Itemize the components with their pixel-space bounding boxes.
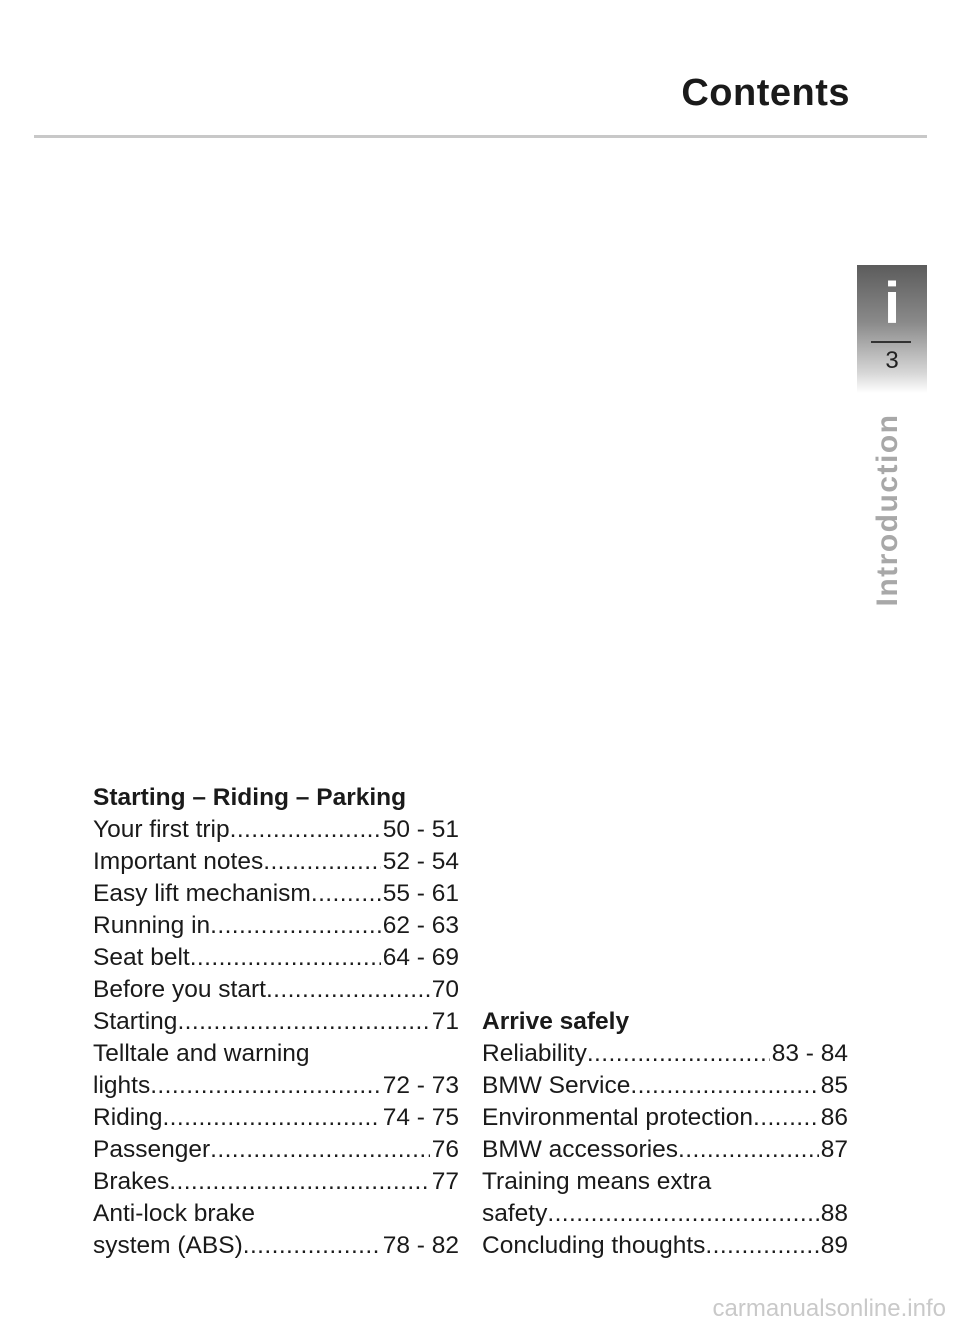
toc-entry-label: Your first trip: [93, 816, 230, 843]
leader-dots: [705, 1230, 818, 1262]
toc-entry-pages: 77: [431, 1168, 459, 1195]
toc-entry-pages: 55 - 61: [382, 880, 459, 907]
toc-entry-label: BMW Service: [482, 1072, 631, 1099]
leader-dots: [678, 1134, 819, 1166]
toc-entry-label: BMW accessories: [482, 1136, 679, 1163]
leader-dots: [190, 942, 381, 974]
toc-entry-label: lights: [93, 1072, 151, 1099]
toc-entry[interactable]: [482, 1230, 848, 1262]
toc-entry[interactable]: [482, 1102, 848, 1134]
toc-entry-pages: 86: [820, 1104, 848, 1131]
toc-entry-pages: 62 - 63: [382, 912, 459, 939]
toc-entry-label-line1: Anti-lock brake: [93, 1200, 256, 1227]
toc-entry-label-line1: Training means extra: [482, 1168, 712, 1195]
toc-entry-label: Running in: [93, 912, 211, 939]
toc-entry-label: Reliability: [482, 1040, 587, 1067]
toc-entry-pages: 87: [820, 1136, 848, 1163]
toc-entry-label: Passenger: [93, 1136, 211, 1163]
toc-entry[interactable]: [93, 1134, 459, 1166]
toc-entry-pages: 89: [820, 1232, 848, 1259]
toc-entry[interactable]: [93, 846, 459, 878]
toc-entry[interactable]: [482, 1198, 848, 1230]
toc-entry-label: safety: [482, 1200, 548, 1227]
toc-entry[interactable]: [93, 878, 459, 910]
leader-dots: [587, 1038, 770, 1070]
toc-entry-pages: 70: [431, 976, 459, 1003]
toc-entry-label: Starting: [93, 1008, 178, 1035]
toc-entry-label-line1: Telltale and warning: [93, 1040, 310, 1067]
section-label: Introduction: [871, 413, 904, 607]
toc-entry-pages: 72 - 73: [382, 1072, 459, 1099]
toc-entry[interactable]: [482, 1038, 848, 1070]
toc-entry-pages: 88: [820, 1200, 848, 1227]
toc-entry[interactable]: [482, 1134, 848, 1166]
leader-dots: [266, 974, 430, 1006]
toc-entry-label: Concluding thoughts: [482, 1232, 706, 1259]
leader-dots: [210, 910, 381, 942]
toc-entry-pages: 71: [431, 1008, 459, 1035]
toc-entry[interactable]: [93, 1070, 459, 1102]
toc-entry-pages: 83 - 84: [771, 1040, 848, 1067]
toc-entry-label: Seat belt: [93, 944, 190, 971]
toc-entry-pages: 52 - 54: [382, 848, 459, 875]
leader-dots: [177, 1006, 429, 1038]
page-number: 3: [885, 347, 899, 374]
toc-heading: Arrive safely: [482, 1008, 630, 1035]
tab-divider: [871, 341, 911, 343]
leader-dots: [753, 1102, 819, 1134]
toc-entry[interactable]: [93, 910, 459, 942]
toc-entry-pages: 50 - 51: [382, 816, 459, 843]
toc-entry-label: Important notes: [93, 848, 264, 875]
toc-heading: Starting – Riding – Parking: [93, 784, 407, 811]
leader-dots: [169, 1166, 429, 1198]
header-divider: [34, 135, 927, 138]
leader-dots: [230, 814, 381, 846]
toc-entry-label: Brakes: [93, 1168, 170, 1195]
watermark: carmanualsonline.info: [712, 1295, 946, 1322]
toc-entry-pages: 74 - 75: [382, 1104, 459, 1131]
toc-entry-pages: 78 - 82: [382, 1232, 459, 1259]
toc-entry-label: Riding: [93, 1104, 163, 1131]
toc-entry-pages: 85: [820, 1072, 848, 1099]
toc-entry[interactable]: [93, 942, 459, 974]
toc-entry-label: Before you start: [93, 976, 266, 1003]
leader-dots: [263, 846, 380, 878]
leader-dots: [630, 1070, 818, 1102]
leader-dots: [162, 1102, 380, 1134]
toc-entry[interactable]: [93, 1102, 459, 1134]
toc-entry[interactable]: [93, 1006, 459, 1038]
toc-entry[interactable]: [93, 814, 459, 846]
toc-entry[interactable]: [93, 1166, 459, 1198]
toc-entry[interactable]: [93, 1230, 459, 1262]
toc-entry-pages: 64 - 69: [382, 944, 459, 971]
leader-dots: [150, 1070, 381, 1102]
toc-entry-label: Environmental protection: [482, 1104, 754, 1131]
leader-dots: [547, 1198, 818, 1230]
toc-left-column: [93, 782, 459, 1262]
leader-dots: [210, 1134, 430, 1166]
chapter-tab: [857, 265, 927, 393]
leader-dots: [311, 878, 381, 910]
toc-entry-label: Easy lift mechanism: [93, 880, 311, 907]
info-icon: i: [883, 271, 901, 336]
toc-entry[interactable]: [482, 1070, 848, 1102]
toc-entry-label: system (ABS): [93, 1232, 243, 1259]
page-title: Contents: [681, 72, 850, 114]
toc-entry-pages: 76: [431, 1136, 459, 1163]
toc-right-column: [482, 1006, 848, 1262]
leader-dots: [243, 1230, 381, 1262]
toc-entry[interactable]: [93, 974, 459, 1006]
